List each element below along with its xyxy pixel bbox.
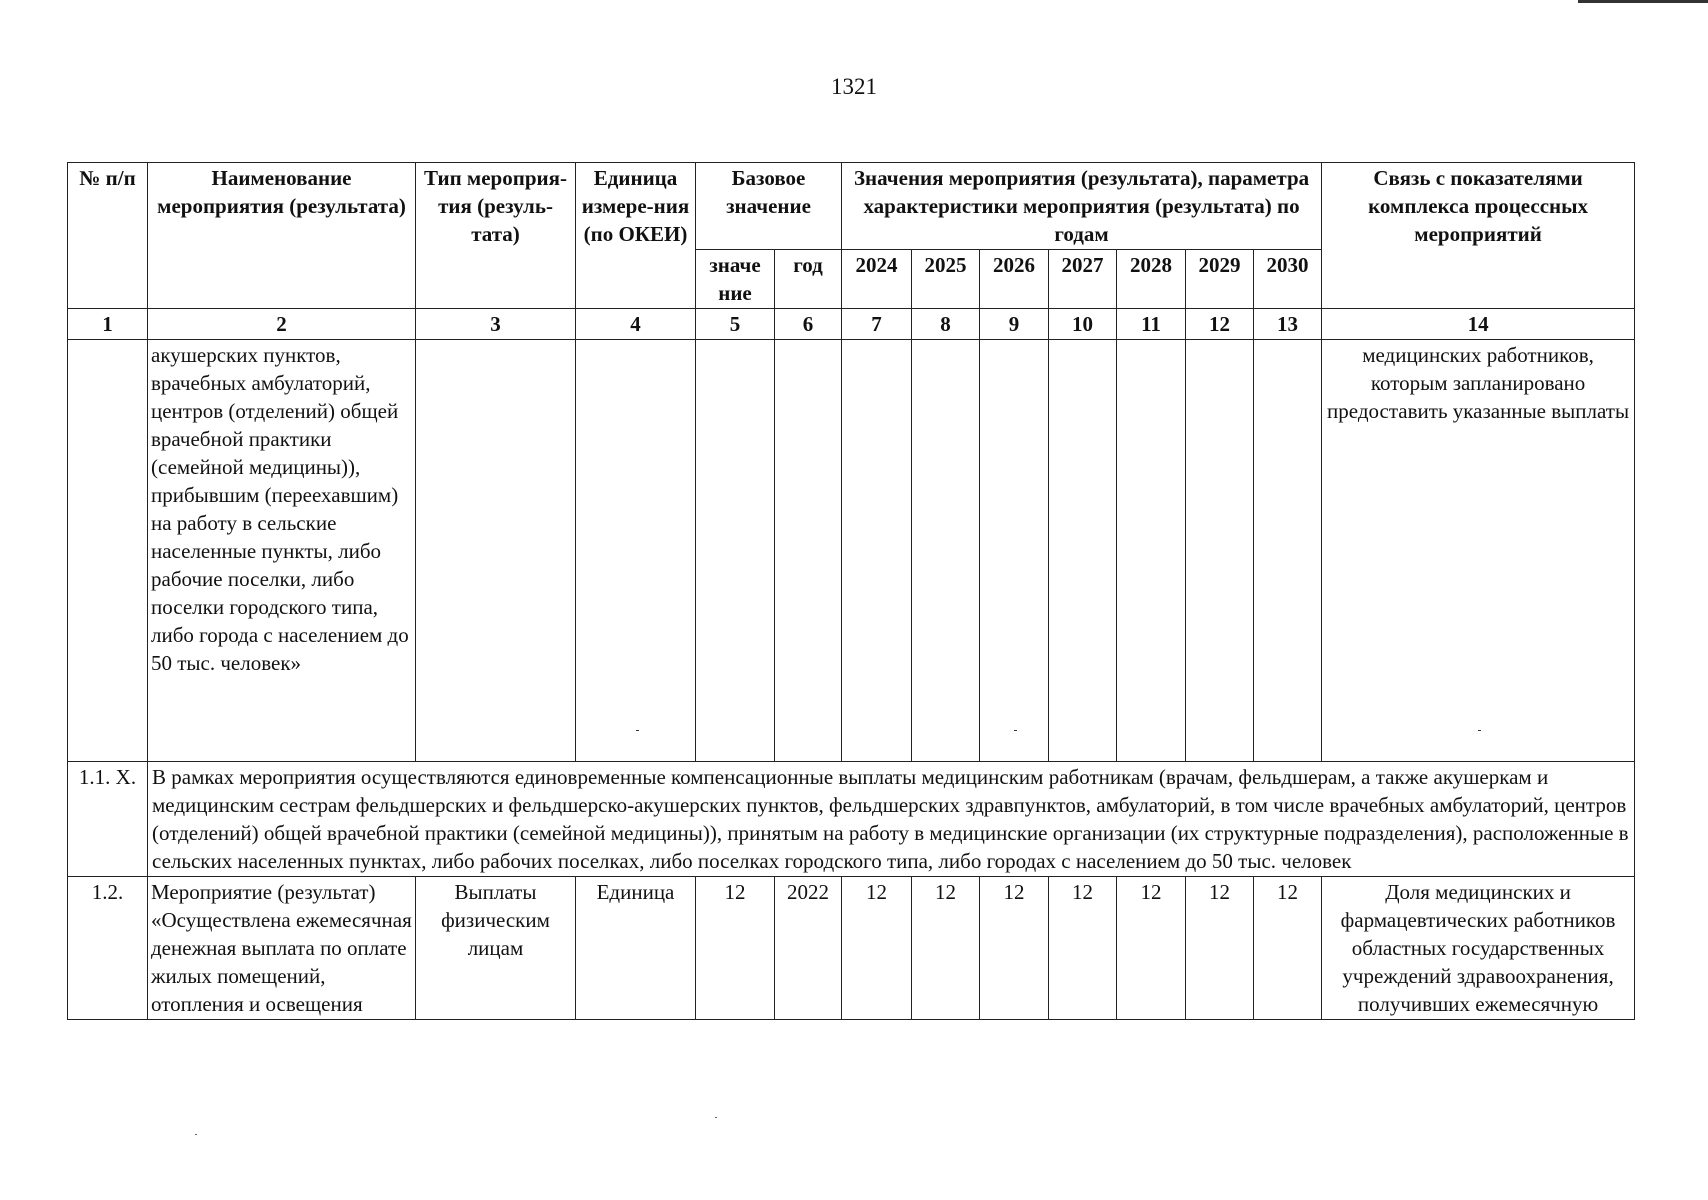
scan-speck (715, 1117, 717, 1118)
column-number: 4 (576, 309, 696, 340)
cell-type: Выплаты физическим лицам (416, 877, 576, 1020)
cell-unit: Единица (576, 877, 696, 1020)
table-row-1-1-x (68, 762, 1635, 877)
column-number: 13 (1254, 309, 1322, 340)
cell-name: Мероприятие (результат) «Осуществлена ежемесячная денежная выплата по оплате жилых помещений, отопления и освещения (148, 877, 416, 1020)
cell-empty (1049, 340, 1117, 762)
cell-empty (1117, 340, 1186, 762)
cell-empty (912, 340, 980, 762)
header-values: Значения мероприятия (результата), параметра характеристики мероприятия (результата) по годам (842, 163, 1322, 250)
column-number: 5 (696, 309, 775, 340)
column-number: 14 (1322, 309, 1635, 340)
cell-empty (416, 340, 576, 762)
cell-value-2027: 12 (1049, 877, 1117, 1020)
cell-name-continued: акушерских пунктов, врачебных амбулаторий, центров (отделений) общей врачебной практики (семейной медицины)), прибывшим (переехавшим) на работу в сельские населенные пункты, либо рабочие поселки, либо поселки городского типа, либо города с населением до 50 тыс. человек» (148, 340, 416, 762)
page-number: 1321 (831, 74, 877, 99)
header-year: 2026 (980, 250, 1049, 309)
cell-value-2025: 12 (912, 877, 980, 1020)
header-type: Тип мероприя-тия (резуль-тата) (416, 163, 576, 309)
column-number: 12 (1186, 309, 1254, 340)
activities-table (67, 162, 1635, 1020)
column-number: 3 (416, 309, 576, 340)
header-year: 2030 (1254, 250, 1322, 309)
column-number: 6 (775, 309, 842, 340)
cell-value-2030: 12 (1254, 877, 1322, 1020)
cell-link-continued: медицинских работников, которым запланировано предоставить указанные выплаты (1322, 340, 1635, 762)
header-name: Наименование мероприятия (результата) (148, 163, 416, 309)
cell-empty (842, 340, 912, 762)
header-year: 2028 (1117, 250, 1186, 309)
cell-empty (576, 340, 696, 762)
header-base-value: значе ние (696, 250, 775, 309)
scan-speck (195, 1134, 197, 1135)
header-base-year: год (775, 250, 842, 309)
column-number: 1 (68, 309, 148, 340)
cell-base-value: 12 (696, 877, 775, 1020)
cell-num: 1.1. X. (68, 762, 148, 877)
cell-description: В рамках мероприятия осуществляются единовременные компенсационные выплаты медицинским работникам (врачам, фельдшерам, а также акушеркам и медицинским сестрам фельдшерских и фельдшерско-акушерских пунктов, фельдшерских здравпунктов, амбулаторий, в том числе врачебных амбулаторий, центров (отделений) общей врачебной практики (семейной медицины)), принятым на работу в медицинские организации (их структурные подразделения), расположенные в сельских населенных пунктах, либо рабочих поселках, либо поселках городского типа, либо городах с населением до 50 тыс. человек (148, 762, 1635, 877)
header-year: 2024 (842, 250, 912, 309)
cell-value-2029: 12 (1186, 877, 1254, 1020)
column-number: 11 (1117, 309, 1186, 340)
cell-num: 1.2. (68, 877, 148, 1020)
header-unit: Единица измере-ния (по ОКЕИ) (576, 163, 696, 309)
table-row-continued (68, 340, 1635, 762)
column-number: 2 (148, 309, 416, 340)
cell-num-empty (68, 340, 148, 762)
header-base: Базовое значение (696, 163, 842, 250)
cell-empty (775, 340, 842, 762)
header-year: 2025 (912, 250, 980, 309)
column-number-row (68, 309, 1635, 340)
header-year: 2027 (1049, 250, 1117, 309)
header-num: № п/п (68, 163, 148, 309)
cell-value-2024: 12 (842, 877, 912, 1020)
cell-empty (1254, 340, 1322, 762)
column-number: 7 (842, 309, 912, 340)
cell-empty (696, 340, 775, 762)
header-row-1 (68, 163, 1635, 250)
cell-base-year: 2022 (775, 877, 842, 1020)
corner-mark (1578, 0, 1708, 3)
header-link: Связь с показателями комплекса процессных мероприятий (1322, 163, 1635, 309)
header-year: 2029 (1186, 250, 1254, 309)
cell-value-2028: 12 (1117, 877, 1186, 1020)
table-row-1-2 (68, 877, 1635, 1020)
column-number: 10 (1049, 309, 1117, 340)
column-number: 8 (912, 309, 980, 340)
column-number: 9 (980, 309, 1049, 340)
cell-link: Доля медицинских и фармацевтических работников областных государственных учреждений здравоохранения, получивших ежемесячную (1322, 877, 1635, 1020)
cell-empty (1186, 340, 1254, 762)
cell-value-2026: 12 (980, 877, 1049, 1020)
cell-empty (980, 340, 1049, 762)
